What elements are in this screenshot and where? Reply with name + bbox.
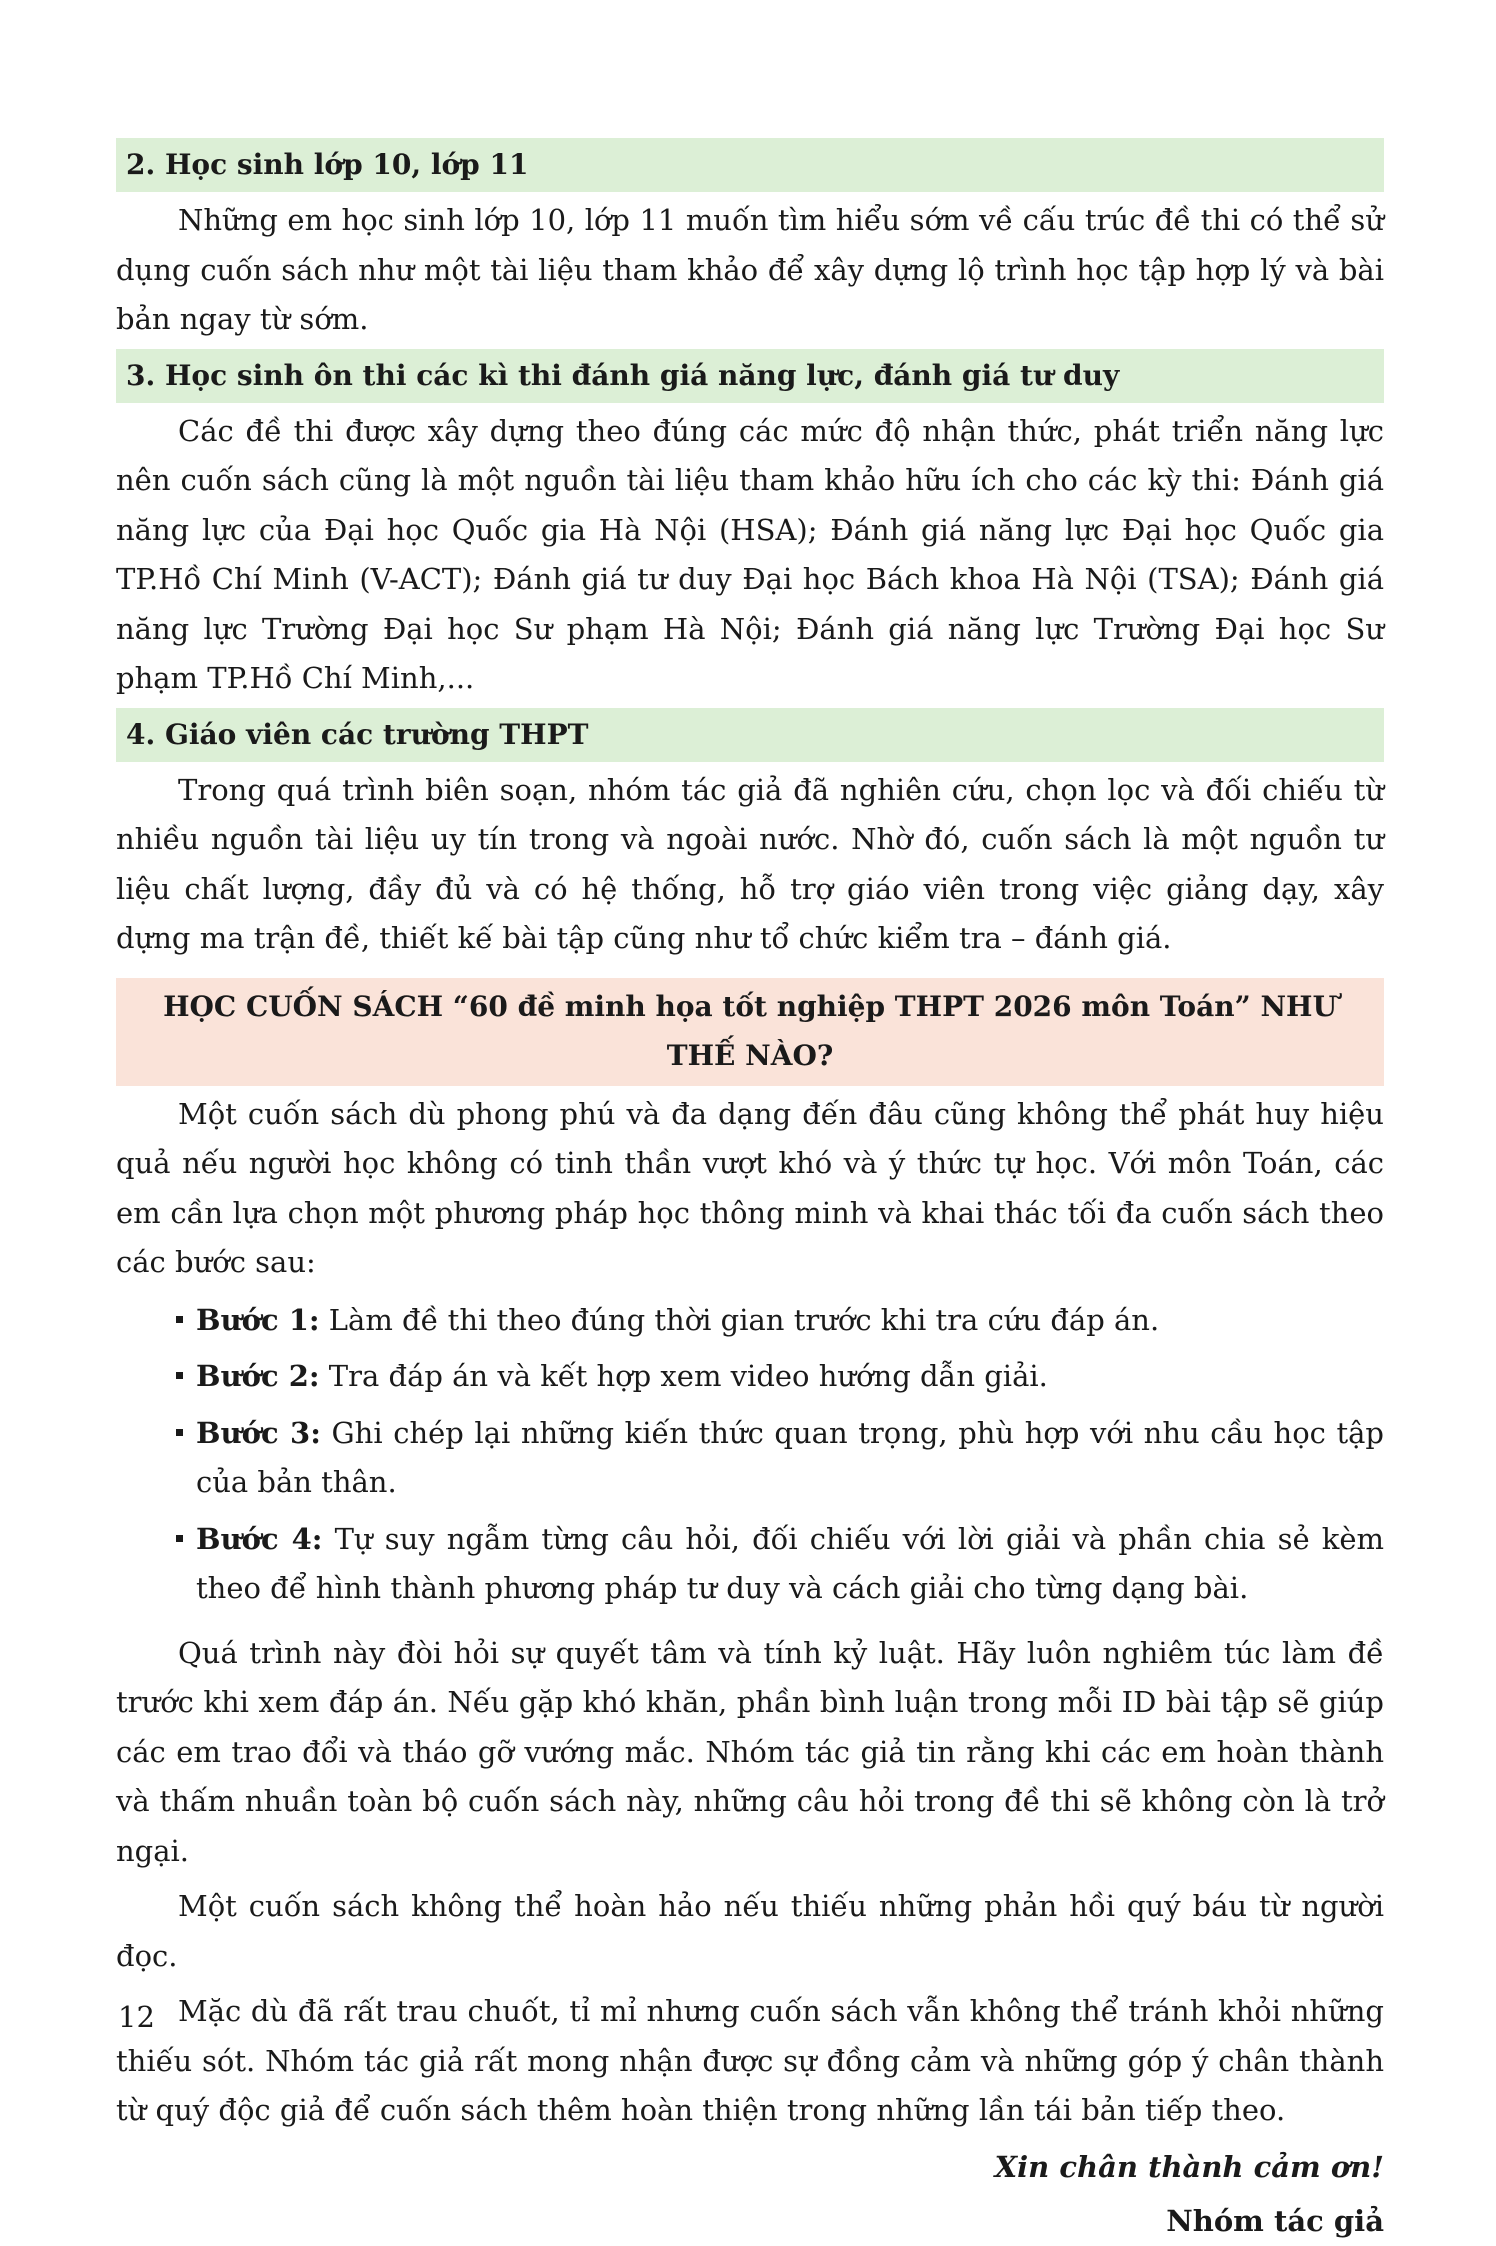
square-bullet-icon	[176, 1316, 183, 1323]
section-heading-teachers: 4. Giáo viên các trường THPT	[116, 708, 1384, 762]
section-body-grade-10-11: Những em học sinh lớp 10, lớp 11 muốn tìm hiểu sớm về cấu trúc đề thi có thể sử dụng cuốn sách như một tài liệu tham khảo để xây dựng lộ trình học tập hợp lý và bài bản ngay từ sớm.	[116, 203, 1384, 336]
step-text: Làm đề thi theo đúng thời gian trước khi tra cứu đáp án.	[319, 1302, 1160, 1337]
step-label: Bước 4:	[196, 1521, 323, 1556]
page-number: 12	[118, 2000, 155, 2034]
intro-paragraph: Một cuốn sách dù phong phú và đa dạng đến đâu cũng không thể phát huy hiệu quả nếu người học không có tinh thần vượt khó và ý thức tự học. Với môn Toán, các em cần lựa chọn một phương pháp học thông minh và khai thác tối đa cuốn sách theo các bước sau:	[116, 1096, 1384, 1279]
page-content	[116, 138, 1384, 2246]
list-item	[176, 1352, 1384, 1402]
step-text: Ghi chép lại những kiến thức quan trọng, phù hợp với nhu cầu học tập của bản thân.	[196, 1415, 1384, 1499]
how-to-study-banner: HỌC CUỐN SÁCH “60 đề minh họa tốt nghiệp THPT 2026 môn Toán” NHƯ THẾ NÀO?	[116, 978, 1384, 1086]
closing-thanks: Xin chân thành cảm ơn!	[994, 2149, 1384, 2184]
step-text: Tự suy ngẫm từng câu hỏi, đối chiếu với lời giải và phần chia sẻ kèm theo để hình thành phương pháp tư duy và cách giải cho từng dạng bài.	[196, 1521, 1385, 1605]
step-label: Bước 3:	[196, 1415, 321, 1450]
discipline-paragraph: Quá trình này đòi hỏi sự quyết tâm và tính kỷ luật. Hãy luôn nghiêm túc làm đề trước khi xem đáp án. Nếu gặp khó khăn, phần bình luận trong mỗi ID bài tập sẽ giúp các em trao đổi và tháo gỡ vướng mắc. Nhóm tác giả tin rằng khi các em hoàn thành và thấm nhuần toàn bộ cuốn sách này, những câu hỏi trong đề thi sẽ không còn là trở ngại.	[116, 1635, 1384, 1868]
step-label: Bước 2:	[196, 1359, 320, 1393]
step-text: Tra đáp án và kết hợp xem video hướng dẫn giải.	[319, 1359, 1048, 1393]
apology-paragraph: Mặc dù đã rất trau chuốt, tỉ mỉ nhưng cuốn sách vẫn không thể tránh khỏi những thiếu sót. Nhóm tác giả rất mong nhận được sự đồng cảm và những góp ý chân thành từ quý độc giả để cuốn sách thêm hoàn thiện trong những lần tái bản tiếp theo.	[116, 1994, 1384, 2127]
section-body-teachers: Trong quá trình biên soạn, nhóm tác giả đã nghiên cứu, chọn lọc và đối chiếu từ nhiều nguồn tài liệu uy tín trong và ngoài nước. Nhờ đó, cuốn sách là một nguồn tư liệu chất lượng, đầy đủ và có hệ thống, hỗ trợ giáo viên trong việc giảng dạy, xây dựng ma trận đề, thiết kế bài tập cũng như tổ chức kiểm tra – đánh giá.	[116, 772, 1384, 955]
step-label: Bước 1:	[196, 1302, 320, 1337]
list-item	[176, 1515, 1384, 1614]
closing-signature: Nhóm tác giả	[1166, 2203, 1384, 2238]
list-item	[176, 1296, 1384, 1346]
feedback-paragraph: Một cuốn sách không thể hoàn hảo nếu thiếu những phản hồi quý báu từ người đọc.	[116, 1889, 1384, 1973]
square-bullet-icon	[176, 1535, 183, 1542]
square-bullet-icon	[176, 1372, 183, 1379]
list-item	[176, 1409, 1384, 1508]
study-steps-list	[116, 1292, 1384, 1625]
section-body-aptitude-exams: Các đề thi được xây dựng theo đúng các mức độ nhận thức, phát triển năng lực nên cuốn sách cũng là một nguồn tài liệu tham khảo hữu ích cho các kỳ thi: Đánh giá năng lực của Đại học Quốc gia Hà Nội (HSA); Đánh giá năng lực Đại học Quốc gia TP.Hồ Chí Minh (V-ACT); Đánh giá tư duy Đại học Bách khoa Hà Nội (TSA); Đánh giá năng lực Trường Đại học Sư phạm Hà Nội; Đánh giá năng lực Trường Đại học Sư phạm TP.Hồ Chí Minh,...	[116, 413, 1384, 695]
section-heading-aptitude-exams: 3. Học sinh ôn thi các kì thi đánh giá năng lực, đánh giá tư duy	[116, 349, 1384, 403]
section-heading-grade-10-11: 2. Học sinh lớp 10, lớp 11	[116, 138, 1384, 192]
square-bullet-icon	[176, 1429, 183, 1436]
